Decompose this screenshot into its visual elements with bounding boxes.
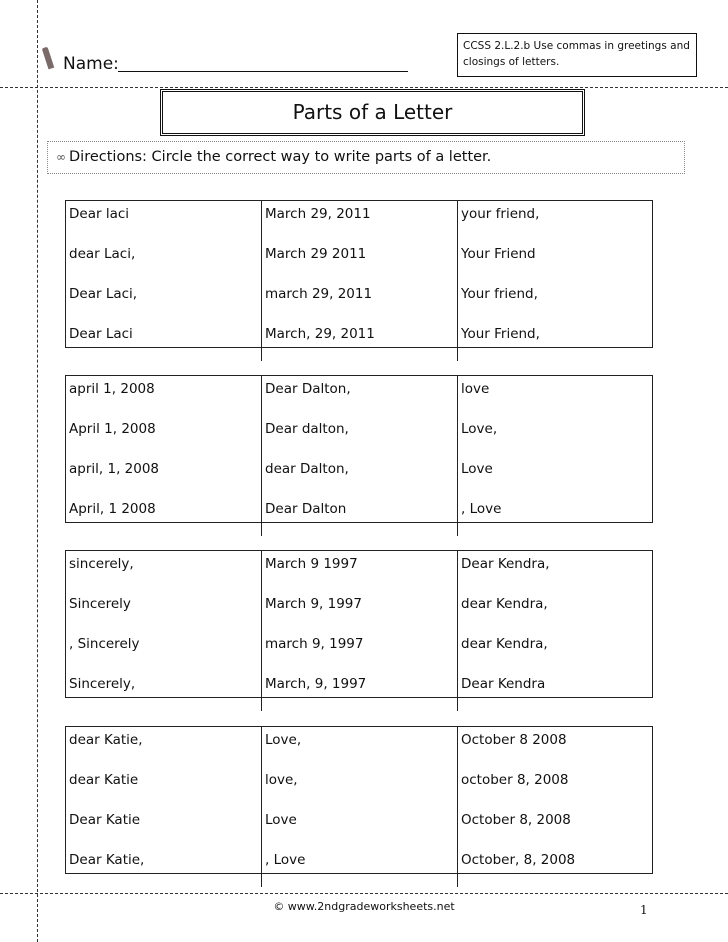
choice-table — [65, 200, 653, 348]
choice-column — [262, 551, 458, 711]
directions-text: Directions: Circle the correct way to write parts of a letter. — [69, 149, 492, 165]
choice-column — [458, 201, 652, 361]
choice-option[interactable]: Dear Katie, — [69, 852, 145, 868]
choice-option[interactable]: October 8 2008 — [461, 732, 567, 748]
choice-option[interactable]: March, 29, 2011 — [265, 326, 375, 342]
choice-option[interactable]: love, — [265, 772, 298, 788]
choice-option[interactable]: Dear dalton, — [265, 421, 349, 437]
choice-option[interactable]: march 9, 1997 — [265, 636, 364, 652]
choice-option[interactable]: Dear Kendra — [461, 676, 546, 692]
choice-column — [262, 201, 458, 361]
choice-option[interactable]: Dear Laci — [69, 326, 133, 342]
choice-column — [262, 727, 458, 887]
choice-option[interactable]: Love, — [461, 421, 498, 437]
choice-column — [66, 727, 262, 887]
choice-option[interactable]: Dear Laci, — [69, 286, 138, 302]
bottom-dashed-line — [0, 893, 728, 894]
choice-option[interactable]: Dear Dalton — [265, 501, 347, 517]
choice-column — [66, 551, 262, 711]
page-title: Parts of a Letter — [160, 89, 585, 136]
choice-option[interactable]: March 29 2011 — [265, 246, 367, 262]
margin-dashed-line — [37, 0, 38, 942]
choice-option[interactable]: love — [461, 381, 490, 397]
choice-option[interactable]: dear Katie — [69, 772, 139, 788]
choice-column — [458, 376, 652, 536]
name-field[interactable] — [118, 71, 408, 72]
glasses-icon: ∞ — [56, 150, 66, 164]
choice-column — [66, 201, 262, 361]
choice-option[interactable]: april, 1, 2008 — [69, 461, 160, 477]
directions-box — [47, 141, 685, 174]
choice-option[interactable]: Sincerely — [69, 596, 131, 612]
choice-option[interactable]: your friend, — [461, 206, 540, 222]
choice-option[interactable]: dear Dalton, — [265, 461, 349, 477]
choice-option[interactable]: April 1, 2008 — [69, 421, 156, 437]
choice-option[interactable]: sincerely, — [69, 556, 134, 572]
choice-option[interactable]: dear Katie, — [69, 732, 143, 748]
choice-option[interactable]: March 29, 2011 — [265, 206, 371, 222]
choice-option[interactable]: March 9, 1997 — [265, 596, 362, 612]
choice-column — [458, 551, 652, 711]
choice-option[interactable]: , Sincerely — [69, 636, 140, 652]
choice-option[interactable]: dear Kendra, — [461, 636, 548, 652]
choice-table — [65, 726, 653, 874]
choice-option[interactable]: Love — [265, 812, 297, 828]
choice-option[interactable]: dear Kendra, — [461, 596, 548, 612]
choice-option[interactable]: April, 1 2008 — [69, 501, 156, 517]
top-dashed-line — [0, 87, 728, 88]
choice-option[interactable]: March, 9, 1997 — [265, 676, 367, 692]
choice-option[interactable]: Dear Kendra, — [461, 556, 550, 572]
choice-column — [262, 376, 458, 536]
copyright: © www.2ndgradeworksheets.net — [273, 900, 455, 913]
choice-option[interactable]: Love — [461, 461, 493, 477]
choice-option[interactable]: dear Laci, — [69, 246, 136, 262]
choice-option[interactable]: march 29, 2011 — [265, 286, 373, 302]
name-label: Name: — [63, 54, 119, 74]
choice-option[interactable]: Dear laci — [69, 206, 130, 222]
choice-option[interactable]: , Love — [461, 501, 502, 517]
choice-option[interactable]: Dear Dalton, — [265, 381, 351, 397]
choice-option[interactable]: Dear Katie — [69, 812, 141, 828]
choice-option[interactable]: March 9 1997 — [265, 556, 358, 572]
choice-option[interactable]: Your friend, — [461, 286, 538, 302]
choice-column — [66, 376, 262, 536]
choice-option[interactable]: Sincerely, — [69, 676, 136, 692]
choice-option[interactable]: october 8, 2008 — [461, 772, 569, 788]
choice-option[interactable]: , Love — [265, 852, 306, 868]
choice-option[interactable]: October 8, 2008 — [461, 812, 571, 828]
choice-table — [65, 375, 653, 523]
standard-box: CCSS 2.L.2.b Use commas in greetings and closings of letters. — [457, 33, 697, 77]
choice-option[interactable]: Your Friend — [461, 246, 536, 262]
choice-option[interactable]: april 1, 2008 — [69, 381, 155, 397]
choice-column — [458, 727, 652, 887]
choice-option[interactable]: Love, — [265, 732, 302, 748]
page-number: 1 — [640, 903, 648, 917]
choice-table — [65, 550, 653, 698]
pencil-icon — [42, 47, 55, 70]
choice-option[interactable]: October, 8, 2008 — [461, 852, 576, 868]
choice-option[interactable]: Your Friend, — [461, 326, 540, 342]
